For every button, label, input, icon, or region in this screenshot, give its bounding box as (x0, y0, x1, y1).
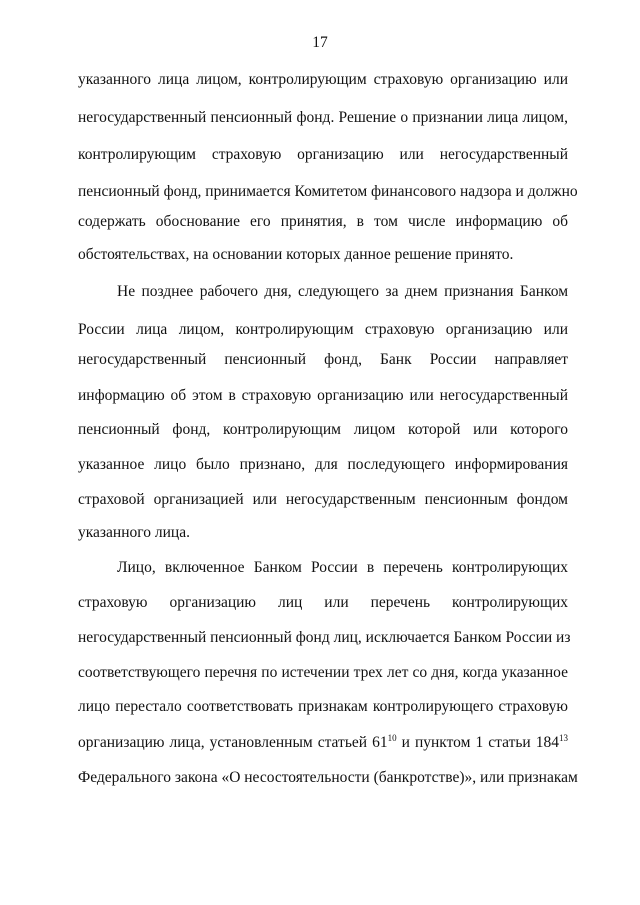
text-line: негосударственный пенсионный фонд лиц, исключается Банком России из (78, 629, 571, 646)
text-line: обстоятельствах, на основании которых данное решение принято. (78, 246, 514, 263)
paragraph-first-line: Лицо, включенное Банком России в перечень контролирующих (117, 559, 568, 576)
text-line: содержать обоснование его принятия, в том числе информацию об (78, 213, 568, 230)
text-line: информацию об этом в страховую организацию или негосударственный (78, 387, 568, 404)
text-line (78, 733, 568, 753)
text-line: негосударственный пенсионный фонд. Решение о признании лица лицом, (78, 109, 568, 126)
text-line: пенсионный фонд, принимается Комитетом финансового надзора и должно (78, 183, 578, 200)
page-number: 17 (312, 34, 328, 51)
paragraph-first-line: Не позднее рабочего дня, следующего за днем признания Банком (117, 283, 568, 300)
text-line: страховой организацией или негосударственным пенсионным фондом (78, 491, 568, 508)
superscript-reference: 10 (387, 733, 397, 743)
text-line: негосударственный пенсионный фонд, Банк России направляет (78, 351, 568, 368)
text-line: страховую организацию лиц или перечень контролирующих (78, 594, 568, 611)
text-segment: и пунктом 1 статьи 184 (396, 734, 559, 751)
text-line: Федерального закона «О несостоятельности (банкротстве)», или признакам (78, 769, 578, 786)
text-line: соответствующего перечня по истечении трех лет со дня, когда указанное (78, 664, 568, 681)
text-segment: организацию лица, установленным статьей 61 (78, 734, 388, 751)
text-line: указанное лицо было признано, для последующего информирования (78, 456, 568, 473)
superscript-reference: 13 (559, 733, 568, 743)
text-line: указанного лица лицом, контролирующим страховую организацию или (78, 71, 568, 88)
text-line: контролирующим страховую организацию или негосударственный (78, 146, 568, 163)
text-line: указанного лица. (78, 524, 190, 541)
text-line: России лица лицом, контролирующим страховую организацию или (78, 321, 568, 338)
text-line: лицо перестало соответствовать признакам контролирующего страховую (78, 698, 568, 715)
text-line: пенсионный фонд, контролирующим лицом которой или которого (78, 421, 568, 438)
